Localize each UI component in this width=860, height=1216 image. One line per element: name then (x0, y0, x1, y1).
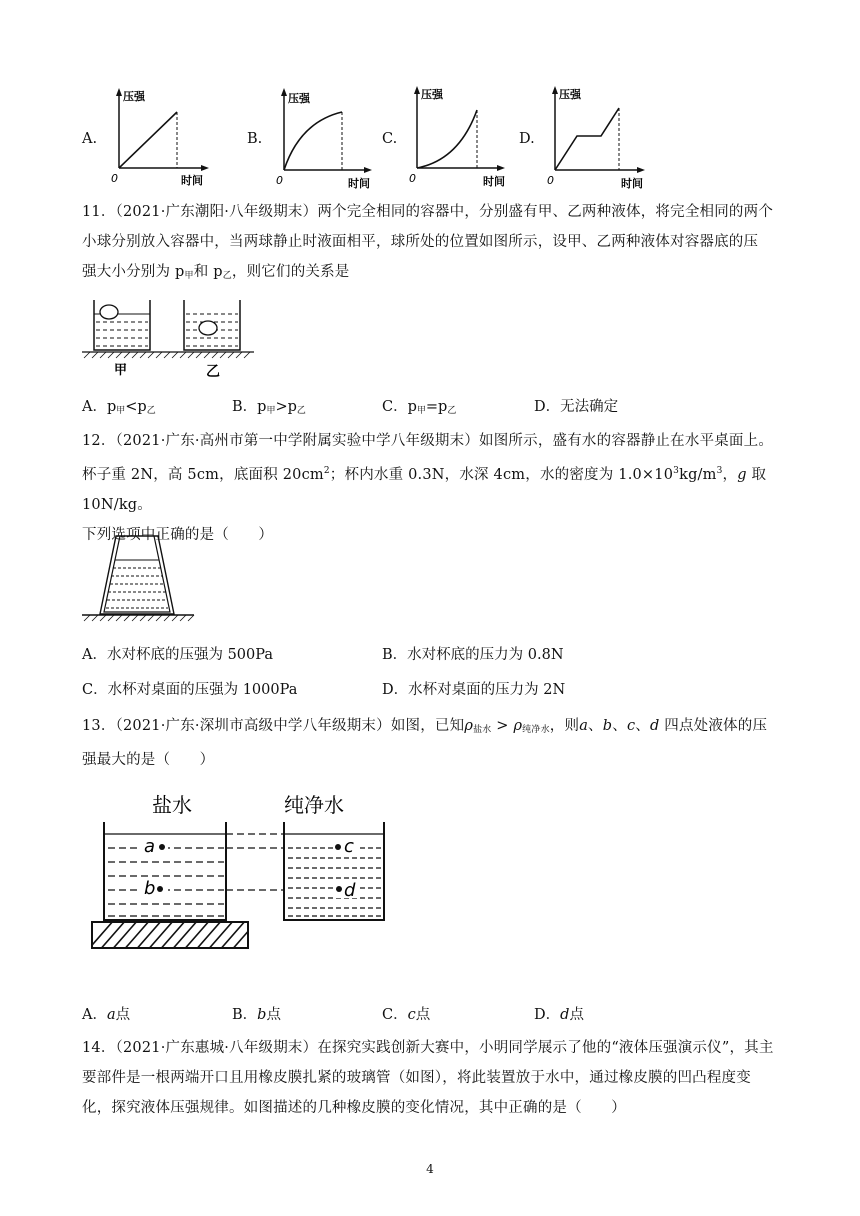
q11-line-2: 小球分别放入容器中，当两球静止时液面相平，球所处的位置如图所示，设甲、乙两种液体对容器底的压 (82, 234, 759, 250)
q11-option-d: D．无法确定 (534, 399, 619, 415)
q13-point-a (159, 844, 165, 850)
q13-label-salt-water: 盐水 (152, 793, 192, 817)
q12-option-b: B．水对杯底的压力为 0.8N (382, 647, 564, 663)
q10-option-c-label: C. (382, 131, 398, 147)
q12-line-3: 下列选项中正确的是（ ） (82, 527, 274, 543)
q11-line-1: 11．（2021·广东潮阳·八年级期末）两个完全相同的容器中，分别盛有甲、乙两种液体，将完全相同的两个 (82, 204, 774, 220)
q13-text (82, 711, 782, 775)
q10-graph-b (270, 86, 390, 192)
q12-option-d: D．水杯对桌面的压力为 2N (382, 682, 566, 698)
q13-option-b: B．b点 (232, 1007, 281, 1023)
q13-point-a-label: a (144, 836, 156, 857)
q10-graph-d-xlabel: 时间 (621, 177, 643, 190)
q10-graph-d-origin: 0 (547, 174, 554, 187)
q13-point-b (157, 886, 163, 892)
q14-line-2: 要部件是一根两端开口且用橡皮膜扎紧的玻璃管（如图），将此装置放于水中，通过橡皮膜的凹凸程度变 (82, 1070, 751, 1086)
q10-graph-a-ylabel: 压强 (123, 90, 145, 103)
q10-graph-d-ylabel: 压强 (559, 88, 581, 101)
q10-graph-b-ylabel: 压强 (288, 92, 310, 105)
q14-line-3: 化，探究液体压强规律。如图描述的几种橡皮膜的变化情况，其中正确的是（ ） (82, 1100, 626, 1116)
q13-line-2: 强最大的是（ ） (82, 752, 215, 768)
q10-graph-a-origin: 0 (111, 172, 118, 185)
q13-option-c: C．c点 (382, 1007, 431, 1023)
q13-point-c (335, 844, 341, 850)
q12-option-a: A．水对杯底的压强为 500Pa (82, 647, 274, 663)
q10-graph-c (403, 84, 523, 190)
q12-line-2: 杯子重 2N，高 5cm，底面积 $20cm^2$；杯内水重 0.3N，水深 4cm，水的密度为 $1.0\times 10^3kg/m^3$，g 取 10N/kg。 (82, 466, 767, 513)
q14-line-1: 14．（2021·广东惠城·八年级期末）在探究实践创新大赛中，小明同学展示了他的“液体压强演示仪”，其主 (82, 1040, 774, 1056)
q13-option-a: A．a点 (82, 1007, 131, 1023)
q13-containers-figure (86, 786, 416, 954)
q13-point-c-label: c (344, 836, 354, 857)
q10-graph-a-xlabel: 时间 (181, 174, 203, 187)
q10-graph-c-origin: 0 (409, 172, 416, 185)
q14-text (82, 1033, 782, 1123)
page-number: 4 (426, 1162, 434, 1176)
q13-line-1: 13．（2021·广东·深圳市高级中学八年级期末）如图，已知$\rho_{盐水} > \rho_{纯净水}$，则a、b、c、d 四点处液体的压 (82, 718, 768, 735)
q13-point-d (336, 886, 342, 892)
q10-graph-d (541, 84, 663, 192)
q11-label-jia: 甲 (114, 363, 128, 378)
q12-line-1: 12．（2021·广东·高州市第一中学附属实验中学八年级期末）如图所示，盛有水的容器静止在水平桌面上。 (82, 433, 774, 449)
q11-option-b: B．$p_甲>p_乙$ (232, 399, 306, 416)
q11-label-yi: 乙 (206, 364, 220, 380)
q10-option-a-label: A. (82, 131, 98, 147)
q13-option-d: D．d点 (534, 1007, 584, 1023)
q10-graph-c-xlabel: 时间 (483, 175, 505, 188)
q13-point-b-label: b (144, 878, 156, 899)
q11-containers-figure (82, 296, 262, 380)
q11-line-3: 强大小分别为 $p_甲$和 $p_乙$，则它们的关系是 (82, 264, 350, 281)
q12-option-c: C．水杯对桌面的压强为 1000Pa (82, 682, 298, 698)
q11-text (82, 197, 782, 291)
q12-cup-figure (82, 532, 202, 626)
q10-graph-a (105, 86, 225, 190)
q13-point-d-label: d (344, 880, 356, 901)
q10-graph-b-origin: 0 (276, 174, 283, 187)
q10-option-b-label: B. (247, 131, 263, 147)
q11-option-a: A．$p_甲<p_乙$ (82, 399, 156, 416)
q10-option-d-label: D. (519, 131, 535, 147)
q13-label-pure-water: 纯净水 (284, 793, 344, 817)
q11-option-c: C．$p_甲=p_乙$ (382, 399, 457, 416)
q10-graph-c-ylabel: 压强 (421, 88, 443, 101)
q10-graph-b-xlabel: 时间 (348, 177, 370, 190)
